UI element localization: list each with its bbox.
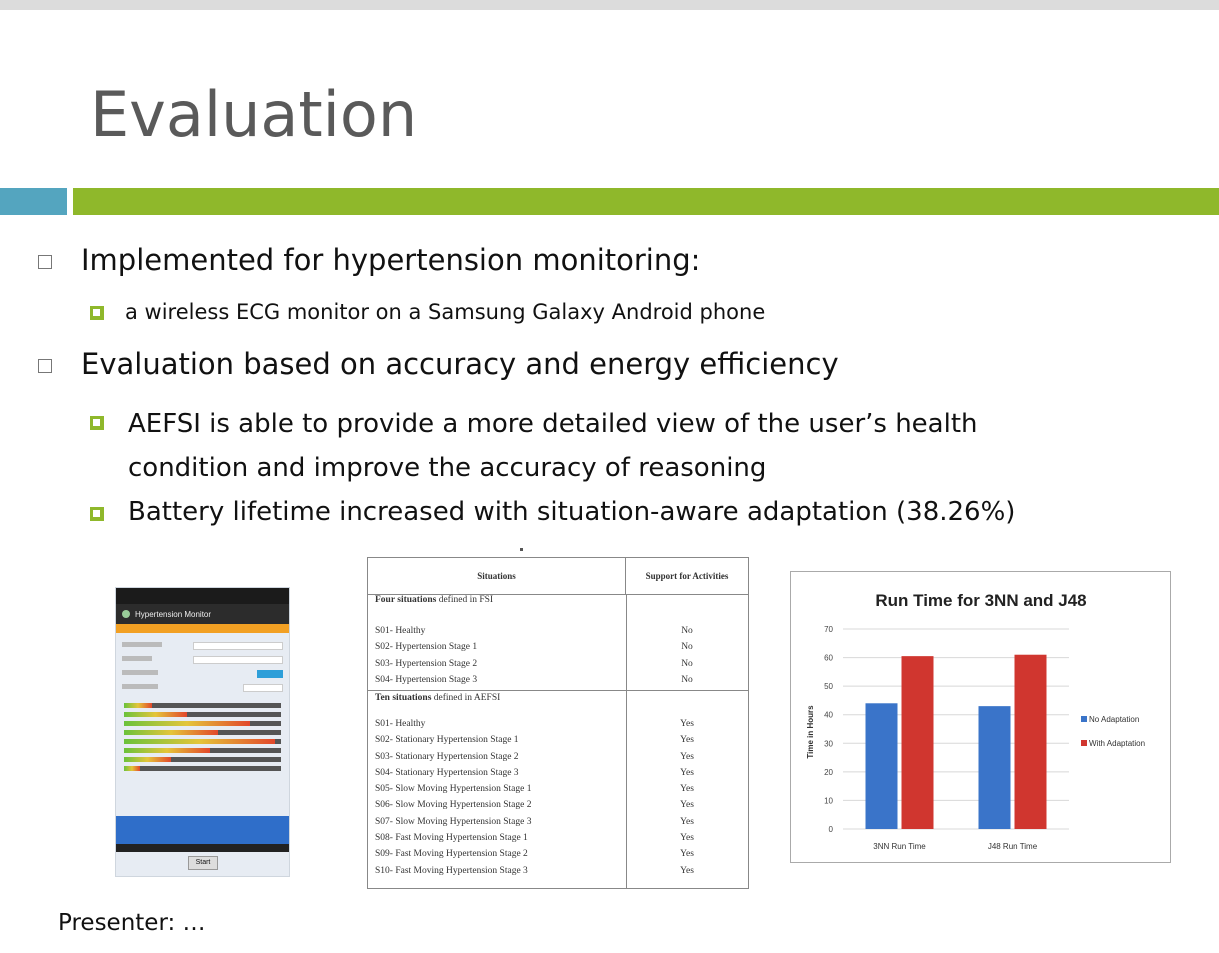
table-row (368, 765, 748, 781)
support-value: Yes (680, 865, 694, 876)
situation-name: S01- Healthy (375, 719, 426, 729)
group-title-bold: Ten situations (375, 693, 432, 703)
chart-svg (791, 572, 1170, 862)
table-row (368, 656, 748, 672)
support-value: Yes (680, 735, 694, 746)
support-value: Yes (680, 719, 694, 729)
situation-name: S03- Hypertension Stage 2 (375, 658, 478, 669)
phone-row (116, 639, 289, 653)
support-value: Yes (680, 767, 694, 778)
group-title-bold: Four situations (375, 595, 437, 605)
y-tick-label: 70 (824, 625, 833, 634)
support-value: Yes (680, 816, 694, 827)
phone-level-bars (116, 695, 289, 779)
situation-name: S05- Slow Moving Hypertension Stage 1 (375, 784, 532, 795)
bullet-2 (38, 347, 839, 381)
bar-with-adaptation (902, 656, 934, 829)
table-row (368, 846, 748, 862)
y-axis-label: Time in Hours (806, 705, 815, 759)
phone-orange-strip (116, 624, 289, 633)
level-bar (124, 712, 281, 717)
table-row (368, 781, 748, 797)
table-row (368, 830, 748, 846)
bullet-1-sub-1-text: a wireless ECG monitor on a Samsung Galaxy Android phone (125, 300, 766, 324)
bullet-1-sub-1 (90, 300, 765, 324)
situation-name: S04- Stationary Hypertension Stage 3 (375, 767, 519, 778)
y-tick-label: 50 (824, 682, 833, 692)
phone-blue-panel (116, 816, 290, 846)
accent-bar-green (73, 188, 1219, 215)
situations-group-fsi (368, 595, 748, 688)
table-row (368, 732, 748, 748)
situation-name: S06- Slow Moving Hypertension Stage 2 (375, 800, 532, 811)
situation-name: S03- Stationary Hypertension Stage 2 (375, 751, 519, 762)
situation-name: S04- Hypertension Stage 3 (375, 674, 478, 685)
level-bar (124, 721, 281, 726)
table-row (368, 716, 748, 732)
level-bar (124, 757, 281, 762)
situations-table (367, 557, 749, 889)
situation-name: S02- Hypertension Stage 1 (375, 642, 478, 653)
header-support: Support for Activities (645, 571, 729, 581)
slide-title: Evaluation (90, 78, 418, 151)
presenter-label: Presenter: … (58, 910, 206, 936)
runtime-chart (790, 571, 1171, 863)
bullet-2-sub-2-text: Battery lifetime increased with situation-aware adaptation (38.26%) (128, 497, 1016, 527)
bullet-1 (38, 243, 700, 277)
x-tick-label: J48 Run Time (987, 842, 1038, 851)
phone-app-title: Hypertension Monitor (135, 609, 212, 619)
table-row (368, 639, 748, 655)
phone-toggle (257, 670, 283, 678)
situation-name: S08- Fast Moving Hypertension Stage 1 (375, 833, 528, 844)
group-title-rest: defined in FSI (436, 595, 494, 605)
bar-with-adaptation (1015, 655, 1047, 829)
y-tick-label: 10 (824, 796, 833, 806)
bullet-2-text: Evaluation based on accuracy and energy efficiency (81, 347, 839, 381)
app-icon (122, 610, 130, 618)
legend-swatch (1081, 716, 1087, 722)
situation-name: S01- Healthy (375, 626, 426, 636)
table-row (368, 863, 748, 879)
bullet-2-sub-2 (90, 497, 1015, 527)
phone-start-button[interactable]: Start (188, 856, 218, 870)
phone-dark-strip (116, 844, 290, 852)
support-value: No (681, 658, 693, 669)
bar-no-adaptation (866, 703, 898, 829)
table-row (368, 672, 748, 688)
level-bar (124, 703, 281, 708)
situation-name: S07- Slow Moving Hypertension Stage 3 (375, 816, 532, 827)
group-title-rest: defined in AEFSI (431, 693, 501, 703)
top-strip (0, 0, 1219, 10)
phone-row (116, 653, 289, 667)
phone-status-bar (116, 588, 289, 604)
support-value: No (681, 674, 693, 685)
phone-app-bar (116, 604, 289, 624)
table-row (368, 797, 748, 813)
bullet-green-square-icon (90, 507, 104, 521)
bullet-square-icon (38, 359, 52, 373)
situations-group-aefsi (368, 693, 748, 879)
legend-label: No Adaptation (1089, 715, 1140, 724)
level-bar (124, 739, 281, 744)
situation-name: S02- Stationary Hypertension Stage 1 (375, 735, 519, 746)
bullet-2-sub-1 (90, 402, 1050, 490)
bullet-1-text: Implemented for hypertension monitoring: (81, 243, 701, 277)
support-value: Yes (680, 800, 694, 811)
table-row (368, 749, 748, 765)
situation-name: S09- Fast Moving Hypertension Stage 2 (375, 849, 528, 860)
table-row (368, 814, 748, 830)
y-tick-label: 60 (824, 653, 833, 663)
y-tick-label: 30 (824, 739, 833, 749)
level-bar (124, 730, 281, 735)
support-value: Yes (680, 751, 694, 762)
y-tick-label: 40 (824, 710, 833, 720)
phone-row (116, 681, 289, 695)
header-situations: Situations (368, 558, 626, 594)
group-title (368, 693, 748, 707)
bullet-green-square-icon (90, 416, 104, 430)
support-value: No (681, 626, 693, 636)
table-header (368, 558, 748, 595)
level-bar (124, 748, 281, 753)
bullet-square-icon (38, 255, 52, 269)
support-value: Yes (680, 849, 694, 860)
decorative-dot (520, 548, 523, 551)
accent-bar-blue (0, 188, 67, 215)
legend-label: With Adaptation (1089, 739, 1146, 748)
chart-title: Run Time for 3NN and J48 (875, 591, 1087, 610)
legend-swatch (1081, 740, 1087, 746)
phone-screenshot (115, 587, 290, 877)
situation-name: S10- Fast Moving Hypertension Stage 3 (375, 865, 528, 876)
bar-no-adaptation (979, 706, 1011, 829)
group-title (368, 595, 748, 609)
y-tick-label: 0 (828, 825, 833, 834)
bullet-2-sub-1-text: AEFSI is able to provide a more detailed view of the user’s health condition and improve the accuracy of reasoning (128, 409, 978, 483)
y-tick-label: 20 (824, 767, 833, 777)
level-bar (124, 766, 281, 771)
bullet-green-square-icon (90, 306, 104, 320)
support-value: No (681, 642, 693, 653)
support-value: Yes (680, 833, 694, 844)
support-value: Yes (680, 784, 694, 795)
x-tick-label: 3NN Run Time (873, 842, 926, 851)
table-row (368, 623, 748, 639)
phone-row (116, 667, 289, 681)
